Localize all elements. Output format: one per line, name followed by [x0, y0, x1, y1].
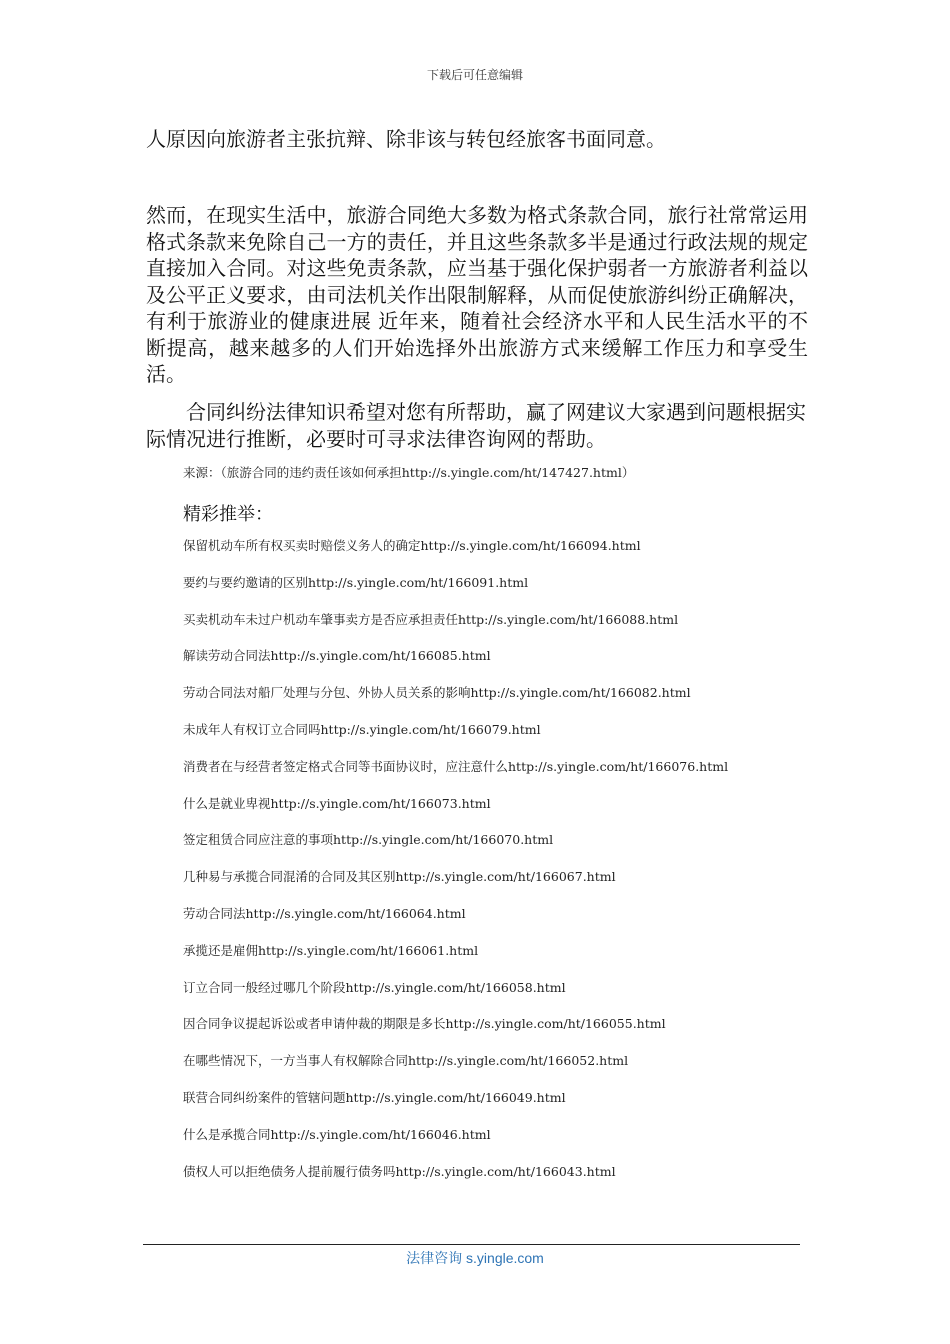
paragraph-3: 合同纠纷法律知识希望对您有所帮助，赢了网建议大家遇到问题根据实际情况进行推断，必要时可寻求法律咨询网的帮助。	[146, 400, 806, 451]
recommend-link[interactable]: 因合同争议提起诉讼或者申请仲裁的期限是多长http://s.yingle.com/ht/166055.html	[183, 1016, 666, 1032]
page-header: 下载后可任意编辑	[426, 68, 523, 82]
recommend-link[interactable]: 联营合同纠纷案件的管辖问题http://s.yingle.com/ht/166049.html	[183, 1089, 566, 1105]
source-citation: 来源：（旅游合同的违约责任该如何承担http://s.yingle.com/ht/147427.html）	[183, 465, 635, 480]
recommend-link[interactable]: 什么是就业卑视http://s.yingle.com/ht/166073.html	[183, 795, 491, 811]
recommend-link[interactable]: 债权人可以拒绝债务人提前履行债务吗http://s.yingle.com/ht/166043.html	[183, 1163, 616, 1179]
list-item	[183, 722, 728, 759]
list-item	[183, 1164, 728, 1201]
list-item	[183, 796, 728, 833]
list-item	[183, 759, 728, 796]
list-item	[183, 869, 728, 906]
recommend-link[interactable]: 承揽还是雇佣http://s.yingle.com/ht/166061.html	[183, 942, 479, 958]
list-item	[183, 575, 728, 612]
recommend-link[interactable]: 未成年人有权订立合同吗http://s.yingle.com/ht/166079.html	[183, 721, 541, 737]
list-item	[183, 1090, 728, 1127]
recommend-link[interactable]: 在哪些情况下，一方当事人有权解除合同http://s.yingle.com/ht/166052.html	[183, 1053, 629, 1069]
list-item	[183, 1053, 728, 1090]
recommend-link[interactable]: 保留机动车所有权买卖时赔偿义务人的确定http://s.yingle.com/ht/166094.html	[183, 538, 641, 553]
list-item	[183, 943, 728, 980]
list-item	[183, 980, 728, 1017]
list-item	[183, 685, 728, 722]
list-item	[183, 832, 728, 869]
recommend-link[interactable]: 劳动合同法http://s.yingle.com/ht/166064.html	[183, 905, 466, 921]
list-item	[183, 906, 728, 943]
recommend-title: 精彩推举：	[183, 504, 273, 525]
list-item	[183, 648, 728, 685]
recommend-link[interactable]: 消费者在与经营者签定格式合同等书面协议时，应注意什么http://s.yingle.com/ht/166076.html	[183, 758, 729, 774]
paragraph-1: 人原因向旅游者主张抗辩、除非该与转包经旅客书面同意。	[146, 127, 666, 151]
list-item	[183, 538, 728, 575]
recommend-list	[183, 538, 728, 1200]
recommend-link[interactable]: 几种易与承揽合同混淆的合同及其区别http://s.yingle.com/ht/166067.html	[183, 869, 616, 885]
footer-divider	[143, 1244, 800, 1245]
recommend-link[interactable]: 什么是承揽合同http://s.yingle.com/ht/166046.html	[183, 1126, 491, 1142]
list-item	[183, 1016, 728, 1053]
recommend-link[interactable]: 买卖机动车未过户机动车肇事卖方是否应承担责任http://s.yingle.com/ht/166088.html	[183, 611, 679, 627]
recommend-link[interactable]: 劳动合同法对船厂处理与分包、外协人员关系的影响http://s.yingle.com/ht/166082.html	[183, 685, 691, 701]
list-item	[183, 612, 728, 649]
recommend-link[interactable]: 要约与要约邀请的区别http://s.yingle.com/ht/166091.html	[183, 574, 529, 590]
recommend-link[interactable]: 签定租赁合同应注意的事项http://s.yingle.com/ht/166070.html	[183, 832, 554, 848]
recommend-link[interactable]: 解读劳动合同法http://s.yingle.com/ht/166085.html	[183, 648, 491, 664]
footer-text[interactable]: 法律咨询 s.yingle.com	[406, 1250, 544, 1266]
recommend-link[interactable]: 订立合同一般经过哪几个阶段http://s.yingle.com/ht/166058.html	[183, 979, 566, 995]
list-item	[183, 1127, 728, 1164]
paragraph-2: 然而，在现实生活中，旅游合同绝大多数为格式条款合同，旅行社常常运用格式条款来免除自己一方的责任，并且这些条款多半是通过行政法规的规定直接加入合同。对这些免责条款，应当基于强化保护弱者一方旅游者利益以及公平正义要求，由司法机关作出限制解释，从而促使旅游纠纷正确解决，有利于旅游业的健康进展 近年来，随着社会经济水平和人民生活水平的不断提高，越来越多的人们开始选择外出旅游方式来缓解工作压力和享受生活。	[146, 203, 808, 386]
